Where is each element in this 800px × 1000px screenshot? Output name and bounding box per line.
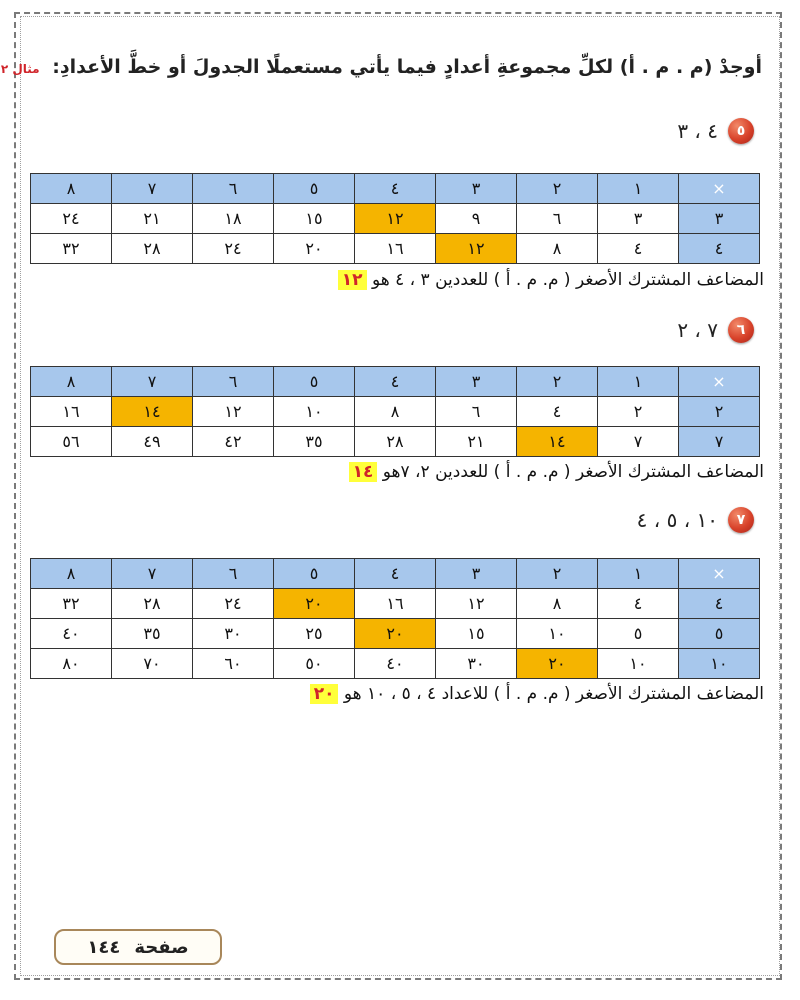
header-cell: ٢ bbox=[517, 367, 598, 397]
highlighted-cell: ٢٠ bbox=[517, 649, 598, 679]
header-cell: ١ bbox=[598, 559, 679, 589]
example-reference: مثال ٢ bbox=[0, 62, 40, 76]
table-cell: ٤٩ bbox=[112, 427, 193, 457]
problem-numbers: ٤ ، ٣ bbox=[677, 119, 718, 143]
table-row bbox=[31, 204, 760, 234]
table-cell: ٢٠ bbox=[274, 234, 355, 264]
header-cell: ٧ bbox=[112, 559, 193, 589]
table-cell: ٧٠ bbox=[112, 649, 193, 679]
page-border-inner bbox=[20, 16, 780, 976]
table-cell: ٢٥ bbox=[274, 619, 355, 649]
answer-3 bbox=[310, 684, 764, 704]
table-cell: ٦ bbox=[517, 204, 598, 234]
table-row bbox=[31, 234, 760, 264]
table-cell: ١٢ bbox=[193, 397, 274, 427]
header-cell: ٨ bbox=[31, 174, 112, 204]
header-cell: ٣ bbox=[436, 559, 517, 589]
answer-value: ١٢ bbox=[338, 270, 367, 290]
table-cell: ٨ bbox=[517, 589, 598, 619]
header-cell: ٥ bbox=[274, 174, 355, 204]
problem-number-badge: ٥ bbox=[728, 118, 754, 144]
multiplication-table-1 bbox=[30, 173, 760, 264]
table-cell: ٦٠ bbox=[193, 649, 274, 679]
row-label: ١٠ bbox=[679, 649, 760, 679]
header-cell: ٣ bbox=[436, 174, 517, 204]
header-cell: ٦ bbox=[193, 174, 274, 204]
header-cell: ٥ bbox=[274, 559, 355, 589]
highlighted-cell: ٢٠ bbox=[274, 589, 355, 619]
answer-text: المضاعف المشترك الأصغر ( م. م . أ ) للعددين ٣ ، ٤ هو bbox=[371, 270, 764, 290]
problem-7-heading bbox=[637, 507, 754, 533]
header-cell: ٨ bbox=[31, 367, 112, 397]
table-cell: ٢٤ bbox=[31, 204, 112, 234]
table-cell: ٤ bbox=[598, 589, 679, 619]
table-cell: ٢٤ bbox=[193, 589, 274, 619]
header-cell: ٤ bbox=[355, 367, 436, 397]
header-cell: ٨ bbox=[31, 559, 112, 589]
answer-text: المضاعف المشترك الأصغر ( م. م . أ ) للاعداد ٤ ، ٥ ، ١٠ هو bbox=[343, 684, 764, 704]
header-cell: ١ bbox=[598, 174, 679, 204]
table-header-row bbox=[31, 559, 760, 589]
table-cell: ١٠ bbox=[598, 649, 679, 679]
table-cell: ٢١ bbox=[436, 427, 517, 457]
table-cell: ٨٠ bbox=[31, 649, 112, 679]
answer-1 bbox=[338, 270, 764, 290]
page-label: صفحة bbox=[134, 936, 189, 958]
table-cell: ٤٠ bbox=[31, 619, 112, 649]
header-cell: ٧ bbox=[112, 367, 193, 397]
table-cell: ٤ bbox=[598, 234, 679, 264]
instruction-text: أوجدْ (م . م . أ) لكلِّ مجموعةِ أعدادٍ فيما يأتي مستعملًا الجدولَ أو خطَّ الأعدادِ: bbox=[52, 56, 762, 78]
answer-2 bbox=[349, 462, 764, 482]
table-row bbox=[31, 649, 760, 679]
problem-6-heading bbox=[677, 317, 754, 343]
page-number: ١٤٤ bbox=[87, 936, 121, 958]
table-cell: ٩ bbox=[436, 204, 517, 234]
table-cell: ٣٢ bbox=[31, 589, 112, 619]
page-number-tag bbox=[54, 929, 222, 965]
instruction bbox=[0, 56, 762, 78]
times-cell: × bbox=[679, 174, 760, 204]
table-cell: ٦ bbox=[436, 397, 517, 427]
table-cell: ١٠ bbox=[274, 397, 355, 427]
row-label: ٥ bbox=[679, 619, 760, 649]
table-cell: ٤٢ bbox=[193, 427, 274, 457]
table-cell: ٨ bbox=[355, 397, 436, 427]
table-cell: ٥٠ bbox=[274, 649, 355, 679]
table-cell: ١٥ bbox=[436, 619, 517, 649]
table-cell: ٣٥ bbox=[112, 619, 193, 649]
header-cell: ٦ bbox=[193, 367, 274, 397]
header-cell: ٢ bbox=[517, 174, 598, 204]
table-cell: ٣٠ bbox=[193, 619, 274, 649]
table-cell: ٨ bbox=[517, 234, 598, 264]
table-cell: ١٢ bbox=[436, 589, 517, 619]
problem-number-badge: ٧ bbox=[728, 507, 754, 533]
table-cell: ٧ bbox=[598, 427, 679, 457]
header-cell: ١ bbox=[598, 367, 679, 397]
table-cell: ١٦ bbox=[355, 589, 436, 619]
times-cell: × bbox=[679, 367, 760, 397]
table-cell: ٢٤ bbox=[193, 234, 274, 264]
highlighted-cell: ١٢ bbox=[436, 234, 517, 264]
answer-value: ١٤ bbox=[349, 462, 378, 482]
table-cell: ٢٨ bbox=[355, 427, 436, 457]
table-row bbox=[31, 589, 760, 619]
table-cell: ١٦ bbox=[31, 397, 112, 427]
problem-5-heading bbox=[677, 118, 754, 144]
table-cell: ٣ bbox=[598, 204, 679, 234]
table-cell: ١٠ bbox=[517, 619, 598, 649]
header-cell: ٥ bbox=[274, 367, 355, 397]
header-cell: ٧ bbox=[112, 174, 193, 204]
table-cell: ١٥ bbox=[274, 204, 355, 234]
answer-text: المضاعف المشترك الأصغر ( م. م . أ ) للعددين ٢، ٧هو bbox=[382, 462, 764, 482]
table-cell: ٢١ bbox=[112, 204, 193, 234]
highlighted-cell: ١٤ bbox=[517, 427, 598, 457]
table-cell: ٤ bbox=[517, 397, 598, 427]
table-cell: ١٦ bbox=[355, 234, 436, 264]
table-cell: ٥ bbox=[598, 619, 679, 649]
row-label: ٤ bbox=[679, 234, 760, 264]
table-cell: ٢٨ bbox=[112, 234, 193, 264]
table-cell: ١٨ bbox=[193, 204, 274, 234]
table-cell: ٣٢ bbox=[31, 234, 112, 264]
table-row bbox=[31, 619, 760, 649]
header-cell: ٦ bbox=[193, 559, 274, 589]
table-row bbox=[31, 427, 760, 457]
times-cell: × bbox=[679, 559, 760, 589]
multiplication-table-3 bbox=[30, 558, 760, 679]
problem-numbers: ١٠ ، ٥ ، ٤ bbox=[636, 508, 718, 532]
header-cell: ٤ bbox=[355, 559, 436, 589]
highlighted-cell: ١٤ bbox=[112, 397, 193, 427]
table-header-row bbox=[31, 174, 760, 204]
table-cell: ٤٠ bbox=[355, 649, 436, 679]
row-label: ٣ bbox=[679, 204, 760, 234]
row-label: ٧ bbox=[679, 427, 760, 457]
header-cell: ٤ bbox=[355, 174, 436, 204]
table-row bbox=[31, 397, 760, 427]
table-cell: ٣٠ bbox=[436, 649, 517, 679]
header-cell: ٢ bbox=[517, 559, 598, 589]
problem-number-badge: ٦ bbox=[728, 317, 754, 343]
table-cell: ٣٥ bbox=[274, 427, 355, 457]
row-label: ٢ bbox=[679, 397, 760, 427]
table-cell: ٥٦ bbox=[31, 427, 112, 457]
table-cell: ٢ bbox=[598, 397, 679, 427]
table-cell: ٢٨ bbox=[112, 589, 193, 619]
header-cell: ٣ bbox=[436, 367, 517, 397]
multiplication-table-2 bbox=[30, 366, 760, 457]
highlighted-cell: ١٢ bbox=[355, 204, 436, 234]
problem-numbers: ٧ ، ٢ bbox=[677, 318, 718, 342]
table-header-row bbox=[31, 367, 760, 397]
row-label: ٤ bbox=[679, 589, 760, 619]
answer-value: ٢٠ bbox=[310, 684, 339, 704]
highlighted-cell: ٢٠ bbox=[355, 619, 436, 649]
